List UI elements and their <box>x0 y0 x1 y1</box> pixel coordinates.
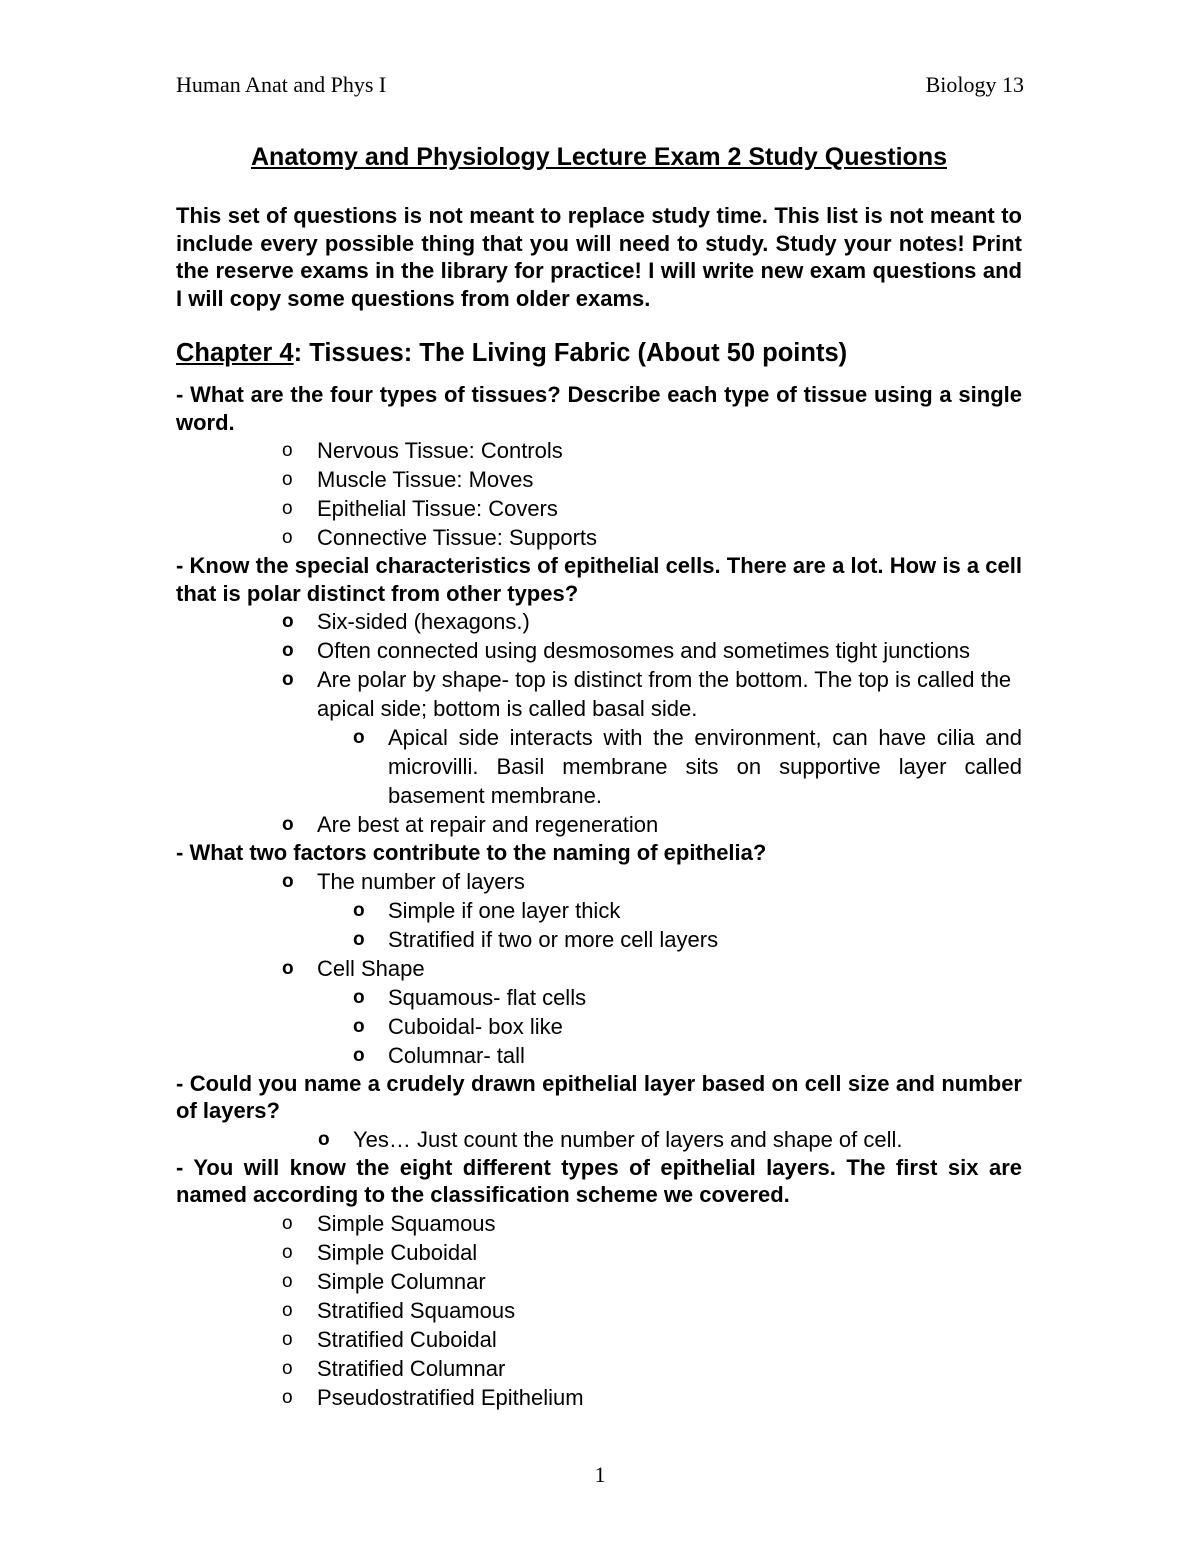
list-item: o Yes… Just count the number of layers and shape of cell. <box>318 1126 903 1152</box>
question-tissue-types: - What are the four types of tissues? Describe each type of tissue using a single word. <box>176 382 1022 435</box>
bullet-icon: o <box>282 870 294 892</box>
list-item: o Simple if one layer thick <box>353 897 621 923</box>
bullet-icon: o <box>353 1015 365 1037</box>
bullet-icon: o <box>318 1128 330 1150</box>
bullet-icon: o <box>282 669 294 690</box>
bullet-icon: o <box>282 814 294 835</box>
bullet-icon: o <box>282 498 293 519</box>
list-item: o Are best at repair and regeneration <box>282 812 659 837</box>
bullet-icon: o <box>282 611 294 632</box>
list-item: o Cuboidal- box like <box>353 1013 563 1039</box>
bullet-icon: o <box>282 1328 293 1350</box>
bullet-icon: o <box>282 1241 293 1263</box>
header-biology: Biology 13 <box>925 72 1024 97</box>
list-item: o Simple Cuboidal <box>282 1239 478 1265</box>
question-eight-types: - You will know the eight different types of epithelial layers. The first six are named according to the classification scheme we covered. <box>176 1154 1022 1207</box>
answer-list <box>176 1209 1022 1412</box>
question-epithelial-characteristics: - Know the special characteristics of epithelial cells. There are a lot. How is a cell that is polar distinct from other types? <box>176 553 1022 606</box>
question-naming-epithelia: - What two factors contribute to the naming of epithelia? <box>176 840 767 865</box>
bullet-icon: o <box>282 1270 293 1292</box>
list-item: o Stratified Squamous <box>282 1297 516 1323</box>
list-item: o Columnar- tall <box>353 1042 525 1068</box>
list-item: o Stratified Columnar <box>282 1355 506 1381</box>
bullet-icon: o <box>353 1044 365 1066</box>
answer-list <box>176 607 1022 839</box>
bullet-icon: o <box>282 957 294 979</box>
list-item: o The number of layers <box>282 868 525 894</box>
bullet-icon: o <box>353 727 365 748</box>
chapter-title: : Tissues: The Living Fabric (About 50 points) <box>293 339 848 367</box>
list-item: o Pseudostratified Epithelium <box>282 1384 584 1410</box>
list-item: o Epithelial Tissue: Covers <box>282 496 558 521</box>
list-item: o Nervous Tissue: Controls <box>282 438 563 463</box>
answer-list <box>176 867 1022 1070</box>
bullet-icon: o <box>282 1212 293 1234</box>
list-item: o Often connected using desmosomes and sometimes tight junctions <box>282 638 971 663</box>
list-item: o Muscle Tissue: Moves <box>282 467 534 492</box>
intro-paragraph: This set of questions is not meant to replace study time. This list is not meant to include every possible thing that you will need to study. Study your notes! Print the reserve exams in the library for practice! I will write new exam questions and I will copy some questions from older exams. <box>176 203 1022 311</box>
bullet-icon: o <box>353 899 365 921</box>
question-crude-drawing: - Could you name a crudely drawn epithelial layer based on cell size and number of layers? <box>176 1070 1022 1123</box>
bullet-icon: o <box>282 469 293 490</box>
list-item: o Are polar by shape- top is distinct from the bottom. The top is called the apical side; bottom is called basal side. <box>282 667 1012 721</box>
bullet-icon: o <box>282 527 293 548</box>
answer-list <box>176 436 1022 552</box>
header-course: Human Anat and Phys I <box>176 72 387 97</box>
list-item: o Cell Shape <box>282 955 425 981</box>
list-item: o Apical side interacts with the environment, can have cilia and microvilli. Basil membrane sits on supportive layer called basement membrane. <box>353 725 1022 808</box>
list-item: o Simple Columnar <box>282 1268 486 1294</box>
list-item: o Connective Tissue: Supports <box>282 525 598 550</box>
bullet-icon: o <box>282 640 294 661</box>
page-title: Anatomy and Physiology Lecture Exam 2 Study Questions <box>251 143 947 171</box>
chapter-label: Chapter 4 <box>176 339 294 367</box>
list-item: o Stratified Cuboidal <box>282 1326 497 1352</box>
list-item: o Stratified if two or more cell layers <box>353 926 719 952</box>
chapter-heading <box>176 336 1022 370</box>
bullet-icon: o <box>282 1386 293 1408</box>
document-body <box>176 140 1022 1412</box>
bullet-icon: o <box>282 440 293 461</box>
answer-list <box>176 1125 1022 1154</box>
list-item: o Six-sided (hexagons.) <box>282 609 530 634</box>
bullet-icon: o <box>282 1357 293 1379</box>
list-item: o Simple Squamous <box>282 1210 496 1236</box>
bullet-icon: o <box>282 1299 293 1321</box>
list-item: o Squamous- flat cells <box>353 984 587 1010</box>
bullet-icon: o <box>353 986 365 1008</box>
bullet-icon: o <box>353 928 365 950</box>
page-number: 1 <box>594 1462 606 1487</box>
